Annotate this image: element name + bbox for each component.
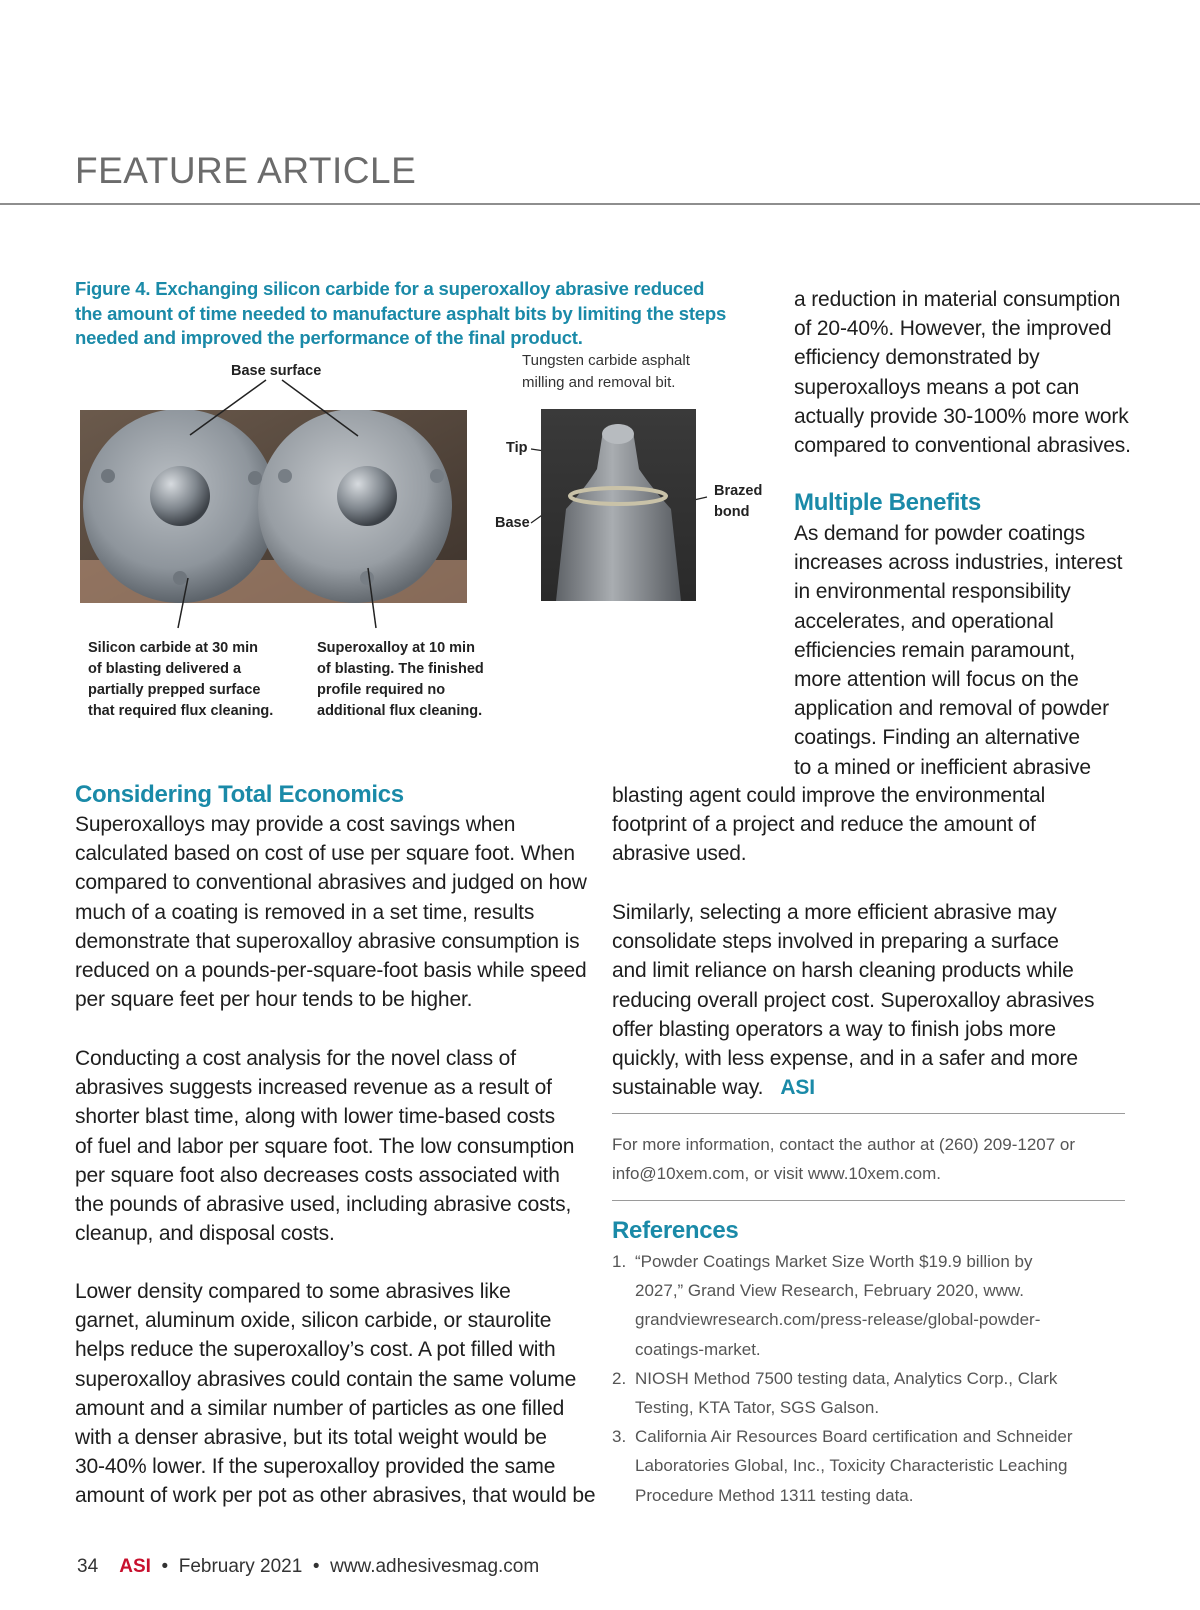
text-line: sustainable way. — [612, 1076, 764, 1100]
magazine-brand: ASI — [119, 1556, 151, 1577]
text-line: Laboratories Global, Inc., Toxicity Characteristic Leaching — [635, 1456, 1068, 1476]
heading-references: References — [612, 1217, 739, 1244]
figure-caption: Figure 4. Exchanging silicon carbide for a superoxalloy abrasive reduced the amount of time needed to manufacture asphalt bits by limiting the steps needed and improved the performance of the final product. — [75, 278, 727, 348]
text-line: reduced on a pounds-per-square-foot basis while speed — [75, 959, 587, 983]
text-line: footprint of a project and reduce the amount of — [612, 813, 1036, 837]
text-line: California Air Resources Board certification and Schneider — [635, 1427, 1073, 1447]
contact-rule-bottom — [612, 1200, 1125, 1201]
text-line: 30-40% lower. If the superoxalloy provided the same — [75, 1455, 556, 1479]
asphalt-bit-illustration — [541, 409, 696, 601]
text-line: NIOSH Method 7500 testing data, Analytics Corp., Clark — [635, 1368, 1058, 1388]
figure-photo-asphalt-bit — [541, 409, 696, 601]
label-tip: Tip — [506, 440, 528, 456]
note-line: of blasting. The finished — [317, 661, 484, 677]
text-line: consolidate steps involved in preparing a surface — [612, 930, 1059, 954]
text-line: and limit reliance on harsh cleaning products while — [612, 959, 1074, 983]
note-line: profile required no — [317, 682, 446, 698]
text-line: cleanup, and disposal costs. — [75, 1222, 335, 1246]
text-line: superoxalloy abrasives could contain the same volume — [75, 1367, 577, 1391]
reference-number: 1. — [612, 1252, 627, 1271]
reference-item — [612, 1364, 1132, 1422]
text-line: of 20-40%. However, the improved — [794, 317, 1112, 341]
text-line: calculated based on cost of use per square foot. When — [75, 842, 575, 866]
text-line: the pounds of abrasive used, including abrasive costs, — [75, 1193, 572, 1217]
economics-paragraph-3 — [75, 1277, 595, 1511]
text-line: As demand for powder coatings — [794, 522, 1085, 545]
benefits-paragraph-continued — [612, 781, 1045, 869]
text-line: accelerates, and operational — [794, 609, 1054, 633]
note-silicon-carbide — [88, 638, 273, 722]
heading-multiple-benefits: Multiple Benefits — [794, 489, 981, 516]
bit-title-line: milling and removal bit. — [522, 374, 676, 391]
text-line: abrasive used. — [612, 842, 747, 866]
website-link[interactable]: www.adhesivesmag.com — [330, 1556, 540, 1577]
text-line: “Powder Coatings Market Size Worth $19.9 billion by — [635, 1252, 1033, 1271]
text-line: garnet, aluminum oxide, silicon carbide, or staurolite — [75, 1309, 552, 1333]
text-line: Similarly, selecting a more efficient abrasive may — [612, 901, 1057, 924]
page-number: 34 — [77, 1556, 99, 1577]
text-line: coatings-market. — [635, 1339, 761, 1359]
text-line: a reduction in material consumption — [794, 288, 1121, 311]
text-line: Testing, KTA Tator, SGS Galson. — [635, 1398, 880, 1418]
note-line: additional flux cleaning. — [317, 703, 483, 719]
text-line: superoxalloys means a pot can — [794, 375, 1080, 399]
text-line: amount and a similar number of particles as one filled — [75, 1396, 565, 1420]
note-superoxalloy — [317, 638, 484, 722]
note-line: Superoxalloy at 10 min — [317, 640, 475, 656]
text-line: increases across industries, interest — [794, 551, 1123, 575]
label-base-surface: Base surface — [231, 363, 322, 379]
reference-item — [612, 1422, 1132, 1510]
text-line: to a mined or inefficient abrasive — [794, 755, 1091, 779]
label-brazed-bond — [714, 481, 762, 523]
text-line: actually provide 30-100% more work — [794, 404, 1129, 428]
page-footer — [77, 1556, 539, 1578]
text-line: Lower density compared to some abrasives like — [75, 1280, 511, 1303]
text-line: offer blasting operators a way to finish jobs more — [612, 1017, 1056, 1041]
text-line-last — [612, 1073, 1094, 1102]
text-line: compared to conventional abrasives. — [794, 434, 1131, 458]
text-line: of fuel and labor per square foot. The low consumption — [75, 1134, 575, 1158]
text-line: Conducting a cost analysis for the novel class of — [75, 1047, 516, 1070]
economics-paragraph-2 — [75, 1044, 574, 1248]
text-line: Superoxalloys may provide a cost savings when — [75, 813, 516, 836]
text-line: application and removal of powder — [794, 697, 1109, 721]
reference-number: 3. — [612, 1427, 627, 1447]
text-line: per square feet per hour tends to be higher. — [75, 988, 473, 1012]
reference-number: 2. — [612, 1368, 627, 1388]
similarly-paragraph — [612, 898, 1094, 1102]
note-line: of blasting delivered a — [88, 661, 242, 677]
label-line: Brazed — [714, 483, 763, 499]
text-line: amount of work per pot as other abrasives, that would be — [75, 1484, 596, 1508]
text-line: coatings. Finding an alternative — [794, 726, 1080, 750]
text-line: info@10xem.com, or visit www.10xem.com. — [612, 1164, 942, 1184]
heading-total-economics: Considering Total Economics — [75, 781, 404, 808]
text-line: demonstrate that superoxalloy abrasive consumption is — [75, 929, 580, 953]
footer-bullet: • — [161, 1556, 169, 1577]
contact-note — [612, 1130, 1075, 1188]
note-line: that required flux cleaning. — [88, 703, 274, 719]
text-line: per square foot also decreases costs associated with — [75, 1163, 560, 1187]
text-line: efficiencies remain paramount, — [794, 638, 1076, 662]
text-line: efficiency demonstrated by — [794, 346, 1040, 370]
benefits-paragraph — [794, 519, 1122, 782]
text-line: reducing overall project cost. Superoxalloy abrasives — [612, 988, 1095, 1012]
label-line: bond — [714, 504, 750, 520]
note-line: partially prepped surface — [88, 682, 261, 698]
issue-date: February 2021 — [178, 1556, 303, 1577]
reference-item — [612, 1247, 1132, 1364]
bit-title-line: Tungsten carbide asphalt — [522, 352, 690, 369]
section-label: FEATURE ARTICLE — [75, 150, 417, 191]
note-line: Silicon carbide at 30 min — [88, 640, 259, 656]
right-intro-paragraph — [794, 285, 1131, 460]
text-line: helps reduce the superoxalloy’s cost. A pot filled with — [75, 1338, 556, 1362]
text-line: much of a coating is removed in a set time, results — [75, 900, 535, 924]
references-list — [612, 1247, 1132, 1510]
text-line: 2027,” Grand View Research, February 2020, www. — [635, 1281, 1024, 1301]
text-line: grandviewresearch.com/press-release/global-powder- — [635, 1310, 1041, 1330]
label-base: Base — [495, 515, 530, 531]
text-line: blasting agent could improve the environmental — [612, 784, 1046, 807]
text-line: with a denser abrasive, but its total weight would be — [75, 1426, 547, 1450]
contact-rule-top — [612, 1113, 1125, 1114]
text-line: more attention will focus on the — [794, 668, 1079, 692]
text-line: shorter blast time, along with lower time-based costs — [75, 1105, 555, 1129]
bit-title — [522, 350, 690, 394]
text-line: compared to conventional abrasives and judged on how — [75, 871, 587, 895]
end-mark: ASI — [780, 1076, 815, 1100]
text-line: in environmental responsibility — [794, 580, 1071, 604]
text-line: For more information, contact the author at (260) 209-1207 or — [612, 1135, 1076, 1154]
footer-bullet: • — [312, 1556, 320, 1577]
text-line: Procedure Method 1311 testing data. — [635, 1485, 914, 1505]
economics-paragraph-1 — [75, 810, 587, 1014]
text-line: abrasives suggests increased revenue as a result of — [75, 1076, 552, 1100]
text-line: quickly, with less expense, and in a safer and more — [612, 1047, 1078, 1071]
